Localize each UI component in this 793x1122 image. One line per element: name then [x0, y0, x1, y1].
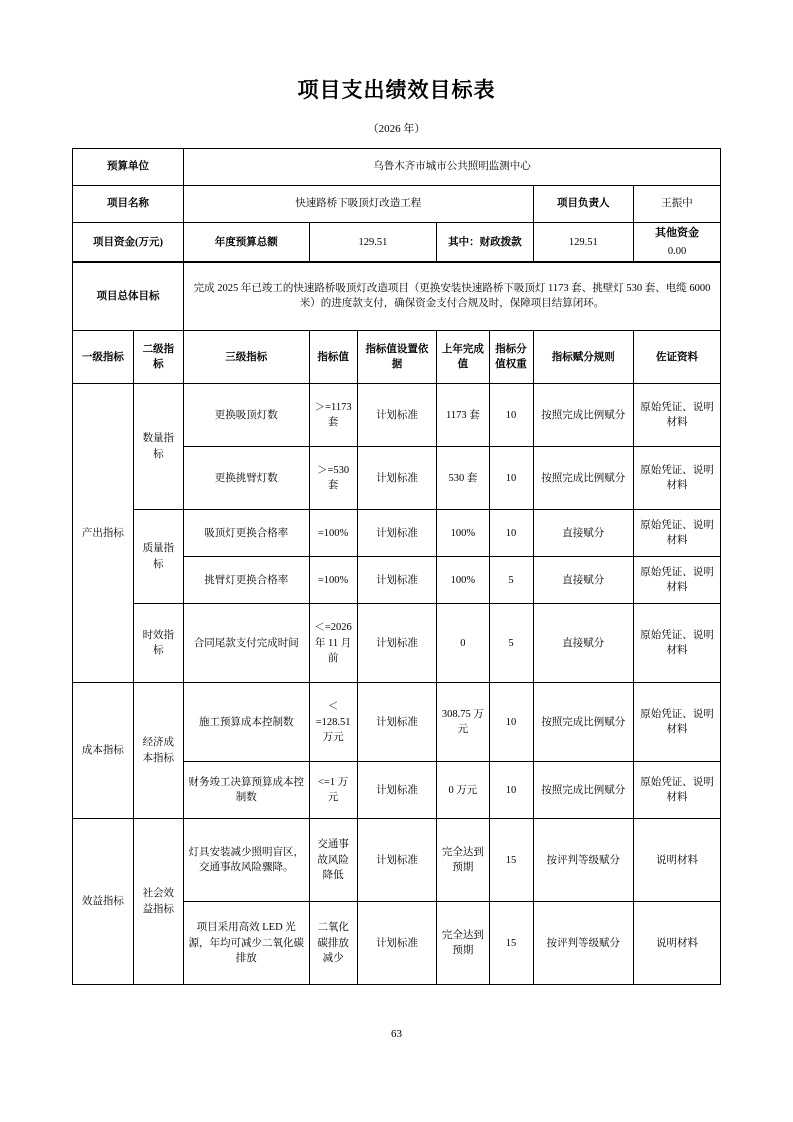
page-title: 项目支出绩效目标表: [297, 78, 496, 102]
table-row: [73, 510, 721, 557]
cell-last-year: 100%: [437, 557, 489, 604]
group-level2-quality: 质量指标: [133, 510, 183, 604]
cell-evidence: 原始凭证、说明材料: [633, 384, 720, 447]
cell-last-year: 完全达到预期: [437, 902, 489, 985]
fiscal-appropriation-value: 129.51: [533, 223, 633, 263]
cell-evidence: 原始凭证、说明材料: [633, 604, 720, 683]
goal-and-indicator-table: [72, 261, 721, 985]
header-weight: 指标分值权重: [489, 331, 533, 384]
cell-rule: 直接赋分: [533, 557, 633, 604]
table-row-unit: [73, 149, 721, 186]
cell-rule: 直接赋分: [533, 604, 633, 683]
cell-indicator-value: 交通事故风险降低: [309, 819, 357, 902]
cell-weight: 15: [489, 819, 533, 902]
cell-weight: 10: [489, 762, 533, 819]
other-funds-cell: [634, 223, 721, 263]
cell-basis: 计划标准: [357, 762, 437, 819]
cell-evidence: 说明材料: [633, 902, 720, 985]
cell-evidence: 说明材料: [633, 819, 720, 902]
group-level2-timeliness: 时效指标: [133, 604, 183, 683]
page-number: 63: [391, 1028, 402, 1040]
cell-level3: 施工预算成本控制数: [183, 683, 309, 762]
cell-last-year: 1173 套: [437, 384, 489, 447]
funds-label: 项目资金(万元): [73, 223, 184, 263]
project-label: 项目名称: [73, 186, 184, 223]
header-last-year: 上年完成值: [437, 331, 489, 384]
header-level1: 一级指标: [73, 331, 134, 384]
cell-last-year: 完全达到预期: [437, 819, 489, 902]
cell-indicator-value: ＜=2026 年 11 月前: [309, 604, 357, 683]
cell-basis: 计划标准: [357, 510, 437, 557]
project-value: 快速路桥下吸顶灯改造工程: [183, 186, 533, 223]
table-row: [73, 819, 721, 902]
cell-rule: 直接赋分: [533, 510, 633, 557]
cell-rule: 按照完成比例赋分: [533, 447, 633, 510]
header-basis: 指标值设置依据: [357, 331, 437, 384]
cell-level3: 吸顶灯更换合格率: [183, 510, 309, 557]
cell-rule: 按评判等级赋分: [533, 819, 633, 902]
cell-evidence: 原始凭证、说明材料: [633, 557, 720, 604]
header-level2: 二级指标: [133, 331, 183, 384]
table-row: [73, 683, 721, 762]
performance-goal-table: [72, 148, 721, 263]
cell-evidence: 原始凭证、说明材料: [633, 683, 720, 762]
group-level1-output: 产出指标: [73, 384, 134, 683]
annual-budget-label: 年度预算总额: [183, 223, 309, 263]
cell-level3: 灯具安装减少照明盲区，交通事故风险骤降。: [183, 819, 309, 902]
other-funds-value: 0.00: [667, 245, 687, 257]
cell-last-year: 308.75 万元: [437, 683, 489, 762]
cell-indicator-value: ＞=530 套: [309, 447, 357, 510]
cell-weight: 15: [489, 902, 533, 985]
cell-weight: 10: [489, 510, 533, 557]
table-row-project: [73, 186, 721, 223]
cell-last-year: 0 万元: [437, 762, 489, 819]
cell-indicator-value: =100%: [309, 557, 357, 604]
manager-label: 项目负责人: [533, 186, 633, 223]
cell-weight: 10: [489, 384, 533, 447]
table-row-funds: [73, 223, 721, 263]
manager-value: 王振中: [634, 186, 721, 223]
unit-value: 乌鲁木齐市城市公共照明监测中心: [183, 149, 720, 186]
cell-level3: 财务竣工决算预算成本控制数: [183, 762, 309, 819]
table-row-overall-goal: [73, 262, 721, 331]
overall-goal-label: 项目总体目标: [73, 262, 184, 331]
cell-evidence: 原始凭证、说明材料: [633, 447, 720, 510]
overall-goal-value: 完成 2025 年已竣工的快速路桥吸顶灯改造项目（更换安装快速路桥下吸顶灯 1173 套、挑壁灯 530 套、电缆 6000 米）的进度款支付，确保资金支付合规及时，保障项目结算闭环。: [183, 262, 720, 331]
header-indicator-value: 指标值: [309, 331, 357, 384]
cell-last-year: 100%: [437, 510, 489, 557]
cell-level3: 挑臂灯更换合格率: [183, 557, 309, 604]
cell-indicator-value: <=1 万元: [309, 762, 357, 819]
header-rule: 指标赋分规则: [533, 331, 633, 384]
cell-level3: 更换挑臂灯数: [183, 447, 309, 510]
cell-basis: 计划标准: [357, 819, 437, 902]
group-level1-cost: 成本指标: [73, 683, 134, 819]
group-level2-economic-cost: 经济成本指标: [133, 683, 183, 819]
page-subtitle: （2026 年）: [367, 123, 426, 135]
cell-indicator-value: ＞=1173 套: [309, 384, 357, 447]
cell-rule: 按评判等级赋分: [533, 902, 633, 985]
cell-evidence: 原始凭证、说明材料: [633, 510, 720, 557]
cell-rule: 按照完成比例赋分: [533, 683, 633, 762]
cell-level3: 更换吸顶灯数: [183, 384, 309, 447]
cell-indicator-value: ＜=128.51 万元: [309, 683, 357, 762]
cell-weight: 5: [489, 557, 533, 604]
unit-label: 预算单位: [73, 149, 184, 186]
cell-evidence: 原始凭证、说明材料: [633, 762, 720, 819]
group-level2-social-benefit: 社会效益指标: [133, 819, 183, 985]
cell-last-year: 530 套: [437, 447, 489, 510]
cell-weight: 5: [489, 604, 533, 683]
other-funds-label: 其他资金: [655, 227, 699, 239]
cell-basis: 计划标准: [357, 447, 437, 510]
cell-indicator-value: =100%: [309, 510, 357, 557]
header-level3: 三级指标: [183, 331, 309, 384]
cell-basis: 计划标准: [357, 557, 437, 604]
table-row: [73, 384, 721, 447]
cell-basis: 计划标准: [357, 384, 437, 447]
cell-basis: 计划标准: [357, 683, 437, 762]
cell-level3: 合同尾款支付完成时间: [183, 604, 309, 683]
cell-weight: 10: [489, 447, 533, 510]
header-evidence: 佐证资料: [633, 331, 720, 384]
cell-weight: 10: [489, 683, 533, 762]
annual-budget-value: 129.51: [309, 223, 437, 263]
cell-rule: 按照完成比例赋分: [533, 384, 633, 447]
group-level1-benefit: 效益指标: [73, 819, 134, 985]
page-content: [72, 74, 721, 985]
cell-basis: 计划标准: [357, 902, 437, 985]
cell-last-year: 0: [437, 604, 489, 683]
cell-level3: 项目采用高效 LED 光源，年均可减少二氧化碳排放: [183, 902, 309, 985]
table-header-row: [73, 331, 721, 384]
cell-indicator-value: 二氧化碳排放减少: [309, 902, 357, 985]
cell-rule: 按照完成比例赋分: [533, 762, 633, 819]
group-level2-quantity: 数量指标: [133, 384, 183, 510]
fiscal-appropriation-label: 其中：财政拨款: [437, 223, 533, 263]
cell-basis: 计划标准: [357, 604, 437, 683]
table-row: [73, 604, 721, 683]
